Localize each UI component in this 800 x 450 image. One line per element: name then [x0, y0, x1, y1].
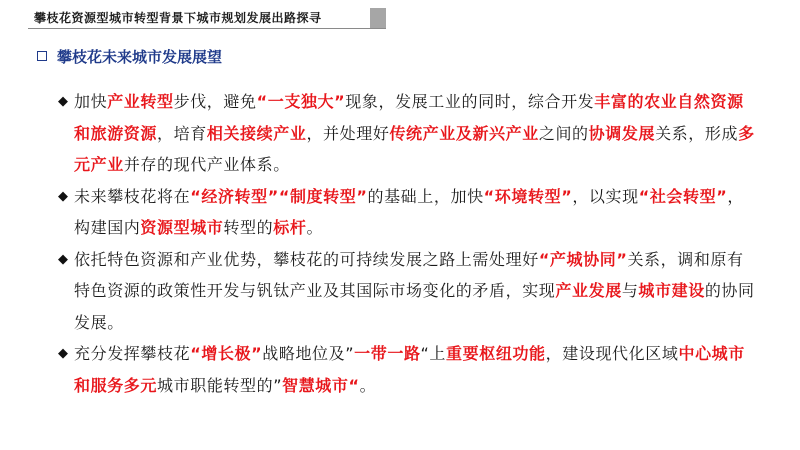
header-accent-block [370, 8, 386, 28]
hollow-square-icon [37, 51, 47, 61]
slide-header-title: 攀枝花资源型城市转型背景下城市规划发展出路探寻 [34, 11, 322, 25]
diamond-bullet-icon: ◆ [58, 251, 69, 267]
highlighted-text: 多元产业 [74, 123, 755, 174]
highlighted-text: 智慧城市“ [282, 375, 360, 395]
body-text: 的基础上，加快 [367, 186, 484, 206]
highlighted-text: “社会转型” [638, 186, 728, 206]
bullet-item [58, 181, 758, 244]
body-text: ，培育 [157, 123, 207, 143]
body-text: 未来攀枝花将在 [74, 186, 191, 206]
highlighted-text: 中心城市和服务多元 [74, 344, 745, 395]
highlighted-text: 相关接续产业 [206, 123, 307, 143]
body-text: ，以实现 [572, 186, 639, 206]
body-text: 与 [621, 281, 639, 300]
diamond-bullet-icon: ◆ [58, 188, 69, 204]
body-text: ，建设现代化区域 [545, 344, 679, 363]
body-text: “上 [420, 344, 447, 363]
body-text: 关系，调和原有特色资源的政策性开发与钒钛产业及其国际市场变化的矛盾，实现 [74, 249, 744, 300]
highlighted-text: 资源型城市 [140, 218, 224, 237]
body-text: 城市职能转型的” [157, 375, 283, 395]
highlighted-text: 产业发展 [555, 281, 622, 300]
bullet-item [58, 244, 758, 339]
body-text: 并存的现代产业体系。 [123, 155, 290, 174]
highlighted-text: 丰富的农业自然资源和旅游资源 [74, 92, 744, 143]
highlighted-text: 协调发展 [588, 123, 656, 143]
highlighted-text: 产业转型 [107, 92, 174, 111]
body-text: 充分发挥攀枝花 [74, 344, 191, 363]
bullet-list [58, 86, 758, 401]
body-text: 依托特色资源和产业优势，攀枝花的可持续发展之路上需处理好 [74, 249, 539, 269]
highlighted-text: “产城协同” [538, 249, 628, 269]
slide-header [28, 8, 386, 29]
highlighted-text: 城市建设 [638, 281, 705, 300]
body-text: 转型的 [223, 218, 274, 237]
section-heading [37, 46, 222, 66]
highlighted-text: “经济转型”“制度转型” [190, 186, 368, 206]
body-text: 加快 [74, 92, 108, 111]
diamond-bullet-icon: ◆ [58, 94, 69, 109]
highlighted-text: 重要枢纽功能 [446, 344, 546, 363]
body-text: 之间的 [538, 123, 589, 143]
highlighted-text: 标杆 [273, 218, 307, 237]
diamond-bullet-icon: ◆ [58, 346, 69, 361]
highlighted-text: “一支独大” [256, 92, 346, 111]
body-text: 。 [359, 375, 377, 395]
body-text: 关系，形成 [655, 123, 739, 143]
body-text: 的协同发展。 [74, 281, 755, 332]
highlighted-text: 一带一路 [354, 344, 421, 363]
body-text: 战略地位及” [262, 344, 355, 363]
body-text: 步伐，避免 [173, 92, 257, 111]
highlighted-text: “环境转型” [483, 186, 573, 206]
bullet-item [58, 338, 758, 401]
body-text: ，并处理好 [306, 123, 390, 143]
highlighted-text: 传统产业及新兴产业 [389, 123, 539, 143]
body-text: ，构建国内 [74, 186, 744, 237]
body-text: 。 [306, 218, 324, 237]
highlighted-text: “增长极” [190, 344, 263, 363]
bullet-item [58, 86, 758, 181]
body-text: 现象，发展工业的同时，综合开发 [345, 92, 595, 111]
section-title: 攀枝花未来城市发展展望 [57, 47, 223, 66]
